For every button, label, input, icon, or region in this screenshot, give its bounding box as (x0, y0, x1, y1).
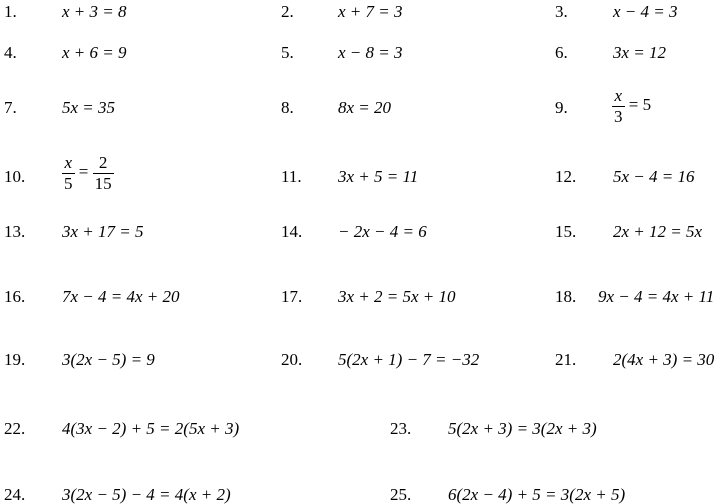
denominator: 15 (94, 173, 112, 193)
fraction (93, 153, 114, 193)
numerator: x (64, 153, 73, 172)
problem-number: 24. (4, 485, 26, 504)
fraction (612, 86, 625, 126)
equation: x + 7 = 3 (338, 2, 403, 21)
equation: 3x + 5 = 11 (338, 167, 419, 186)
numerator: 2 (98, 153, 108, 172)
problem-number: 16. (4, 287, 26, 306)
equation: x + 3 = 8 (62, 2, 127, 21)
problem-number: 8. (281, 98, 294, 117)
equation: 7x − 4 = 4x + 20 (62, 287, 180, 306)
equation: 5x = 35 (62, 98, 116, 117)
equation: 8x = 20 (338, 98, 392, 117)
problem-number: 7. (4, 98, 17, 117)
equation: 3(2x − 5) = 9 (62, 350, 155, 369)
problem-number: 5. (281, 43, 294, 62)
problem-number: 4. (4, 43, 17, 62)
equation: 6(2x − 4) + 5 = 3(2x + 5) (448, 485, 626, 504)
equation: x + 6 = 9 (62, 43, 127, 62)
problem-number: 21. (555, 350, 577, 369)
problem-number: 17. (281, 287, 303, 306)
equation: 3x + 2 = 5x + 10 (338, 287, 456, 306)
problem-number: 19. (4, 350, 26, 369)
equation: 5(2x + 1) − 7 = −32 (338, 350, 480, 369)
problem-number: 22. (4, 419, 26, 438)
denominator: 5 (64, 173, 73, 193)
equation: 2x + 12 = 5x (613, 222, 703, 241)
problem-number: 1. (4, 2, 17, 21)
problem-number: 10. (4, 167, 26, 186)
equation: 3x + 17 = 5 (62, 222, 144, 241)
problem-number: 6. (555, 43, 568, 62)
problem-number: 9. (555, 98, 568, 117)
problem-number: 3. (555, 2, 568, 21)
denominator: 3 (614, 106, 623, 126)
fraction (62, 153, 75, 193)
problem-number: 18. (555, 287, 577, 306)
equation: 3(2x − 5) − 4 = 4(x + 2) (62, 485, 231, 504)
equation (612, 86, 651, 126)
equals-sign: = (78, 161, 89, 181)
equation: x − 4 = 3 (613, 2, 678, 21)
problem-number: 25. (390, 485, 412, 504)
problem-number: 15. (555, 222, 577, 241)
equation: 4(3x − 2) + 5 = 2(5x + 3) (62, 419, 240, 438)
problem-number: 13. (4, 222, 26, 241)
equation: 2(4x + 3) = 30 (613, 350, 715, 369)
problem-number: 11. (281, 167, 302, 186)
problem-number: 12. (555, 167, 577, 186)
equation: 5x − 4 = 16 (613, 167, 695, 186)
numerator: x (614, 86, 623, 105)
equation: 9x − 4 = 4x + 11 (598, 287, 715, 306)
problem-number: 20. (281, 350, 303, 369)
equation-rest: = 5 (628, 94, 652, 114)
equation: 5(2x + 3) = 3(2x + 3) (448, 419, 597, 438)
problem-number: 14. (281, 222, 303, 241)
equation: − 2x − 4 = 6 (338, 222, 427, 241)
equation: 3x = 12 (613, 43, 667, 62)
problem-number: 23. (390, 419, 412, 438)
equation: x − 8 = 3 (338, 43, 403, 62)
equation (62, 153, 114, 193)
problem-number: 2. (281, 2, 294, 21)
